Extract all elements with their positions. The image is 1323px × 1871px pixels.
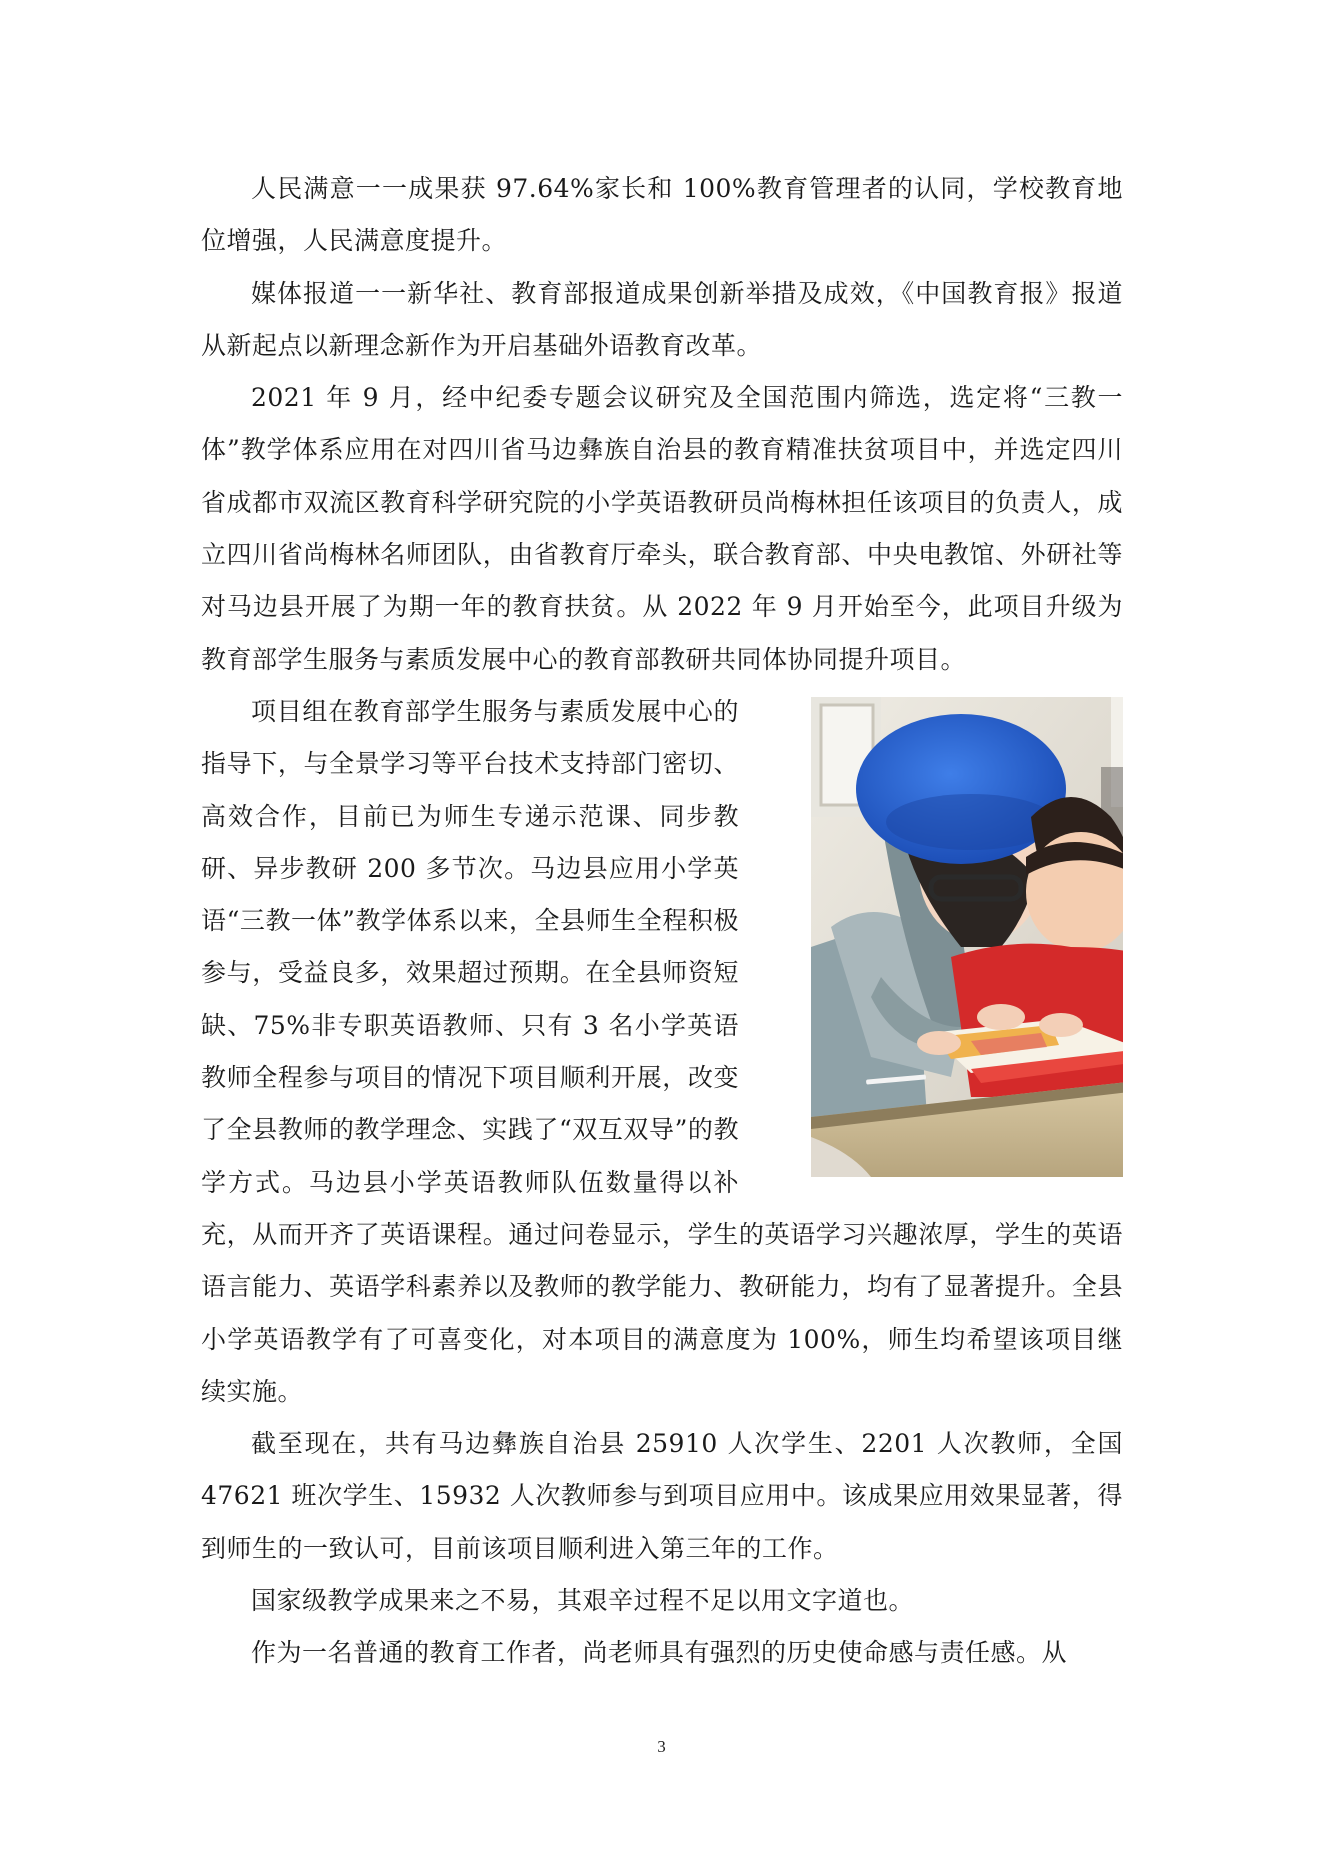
paragraph-hard-won: 国家级教学成果来之不易，其艰辛过程不足以用文字道也。 — [251, 1586, 915, 1616]
body-text — [201, 163, 1123, 1680]
paragraph-project-background: 2021 年 9 月，经中纪委专题会议研究及全国范围内筛选，选定将“三教一体”教学体系应用在对四川省马边彝族自治县的教育精准扶贫项目中，并选定四川省成都市双流区教育科学研究院的小学英语教研员尚梅林担任该项目的负责人，成立四川省尚梅林名师团队，由省教育厅牵头，联合教育部、中央电教馆、外研社等对马边县开展了为期一年的教育扶贫。从 2022 年 9 月开始至今，此项目升级为教育部学生服务与素质发展中心的教育部教研共同体协同提升项目。 — [201, 383, 1123, 674]
paragraph-project-results-text: 项目组在教育部学生服务与素质发展中心的指导下，与全景学习等平台技术支持部门密切、高效合作，目前已为师生专递示范课、同步教研、异步教研 200 多节次。马边县应用小学英语“三教一体”教学体系以来，全县师生全程积极参与，受益良多，效果超过预期。在全县师资短缺、75%非专职英语教师、只有 3 名小学英语教师全程参与项目的情况下项目顺利开展，改变了全县教师的教学理念、实践了“双互双导”的教学方式。马边县小学英语教师队伍数量得以补充，从而开齐了英语课程。通过问卷显示，学生的英语学习兴趣浓厚，学生的英语语言能力、英语学科素养以及教师的教学能力、教研能力，均有了显著提升。全县小学英语教学有了可喜变化，对本项目的满意度为 100%，师生均希望该项目继续实施。 — [201, 696, 1123, 1406]
classroom-photo — [761, 697, 1123, 1177]
paragraph-parent-satisfaction: 人民满意一一成果获 97.64%家长和 100%教育管理者的认同，学校教育地位增强，人民满意度提升。 — [201, 174, 1123, 256]
paragraph-mission: 作为一名普通的教育工作者，尚老师具有强烈的历史使命感与责任感。从 — [251, 1638, 1068, 1668]
paragraph-project-results — [201, 686, 1123, 1418]
paragraph-participation: 截至现在，共有马边彝族自治县 25910 人次学生、2201 人次教师，全国 47621 班次学生、15932 人次教师参与到项目应用中。该成果应用效果显著，得到师生的一致认可，目前该项目顺利进入第三年的工作。 — [201, 1429, 1123, 1563]
paragraph-media-reports: 媒体报道一一新华社、教育部报道成果创新举措及成效，《中国教育报》报道从新起点以新理念新作为开启基础外语教育改革。 — [201, 278, 1123, 360]
page-number: 3 — [657, 1737, 666, 1756]
